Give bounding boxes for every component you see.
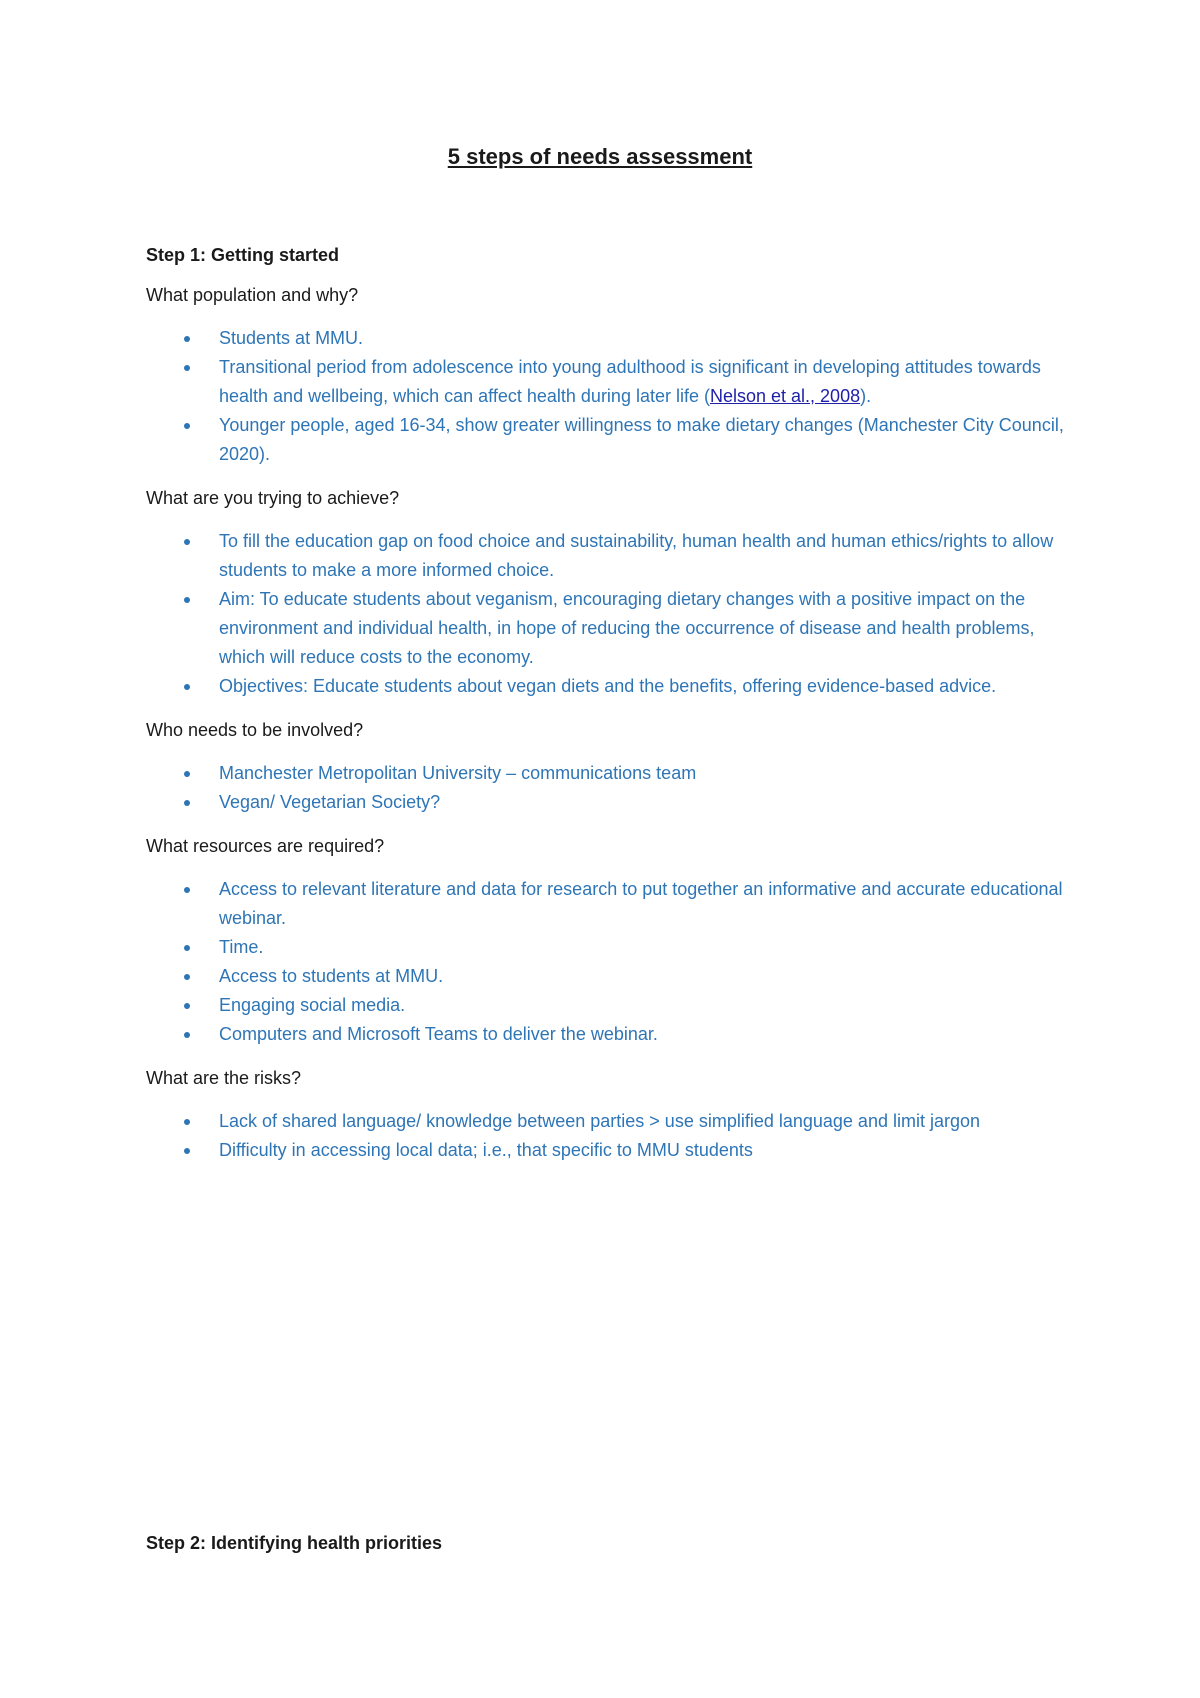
bullet-dot-icon [184,974,190,980]
bullet-list-involved [146,759,1066,817]
bullet-list-resources [146,875,1066,1049]
bullet-dot-icon [184,423,190,429]
citation-link-nelson[interactable]: Nelson et al., 2008 [709,386,861,406]
question-population: What population and why? [146,285,359,305]
list-item [146,672,1066,701]
list-item-text: Objectives: Educate students about vegan diets and the benefits, offering evidence-based advice. [219,676,997,696]
list-item-text: Aim: To educate students about veganism, encouraging dietary changes with a positive impact on the environment and individual health, in hope of reducing the occurrence of disease and health problems, which will reduce costs to the economy. [219,589,1035,667]
bullet-dot-icon [184,336,190,342]
question-resources: What resources are required? [146,836,385,856]
bullet-dot-icon [184,1119,190,1125]
bullet-list-risks [146,1107,1066,1165]
list-item-text: Transitional period from adolescence into young adulthood is significant in developing attitudes towards health and wellbeing, which can affect health during later life ( [219,357,1041,406]
list-item [146,991,1066,1020]
bullet-dot-icon [184,887,190,893]
list-item-text: Vegan/ Vegetarian Society? [219,792,441,812]
list-item [146,1136,1066,1165]
bullet-dot-icon [184,684,190,690]
bullet-list-achieve [146,527,1066,701]
list-item-text: ). [860,386,872,406]
list-item [146,585,1066,672]
list-item-text: Difficulty in accessing local data; i.e., that specific to MMU students [219,1140,753,1160]
list-item-text: Access to students at MMU. [219,966,444,986]
bullet-dot-icon [184,1148,190,1154]
list-item [146,1020,1066,1049]
question-involved: Who needs to be involved? [146,720,364,740]
list-item [146,527,1066,585]
question-risks: What are the risks? [146,1068,302,1088]
list-item [146,962,1066,991]
list-item-text: Access to relevant literature and data for research to put together an informative and accurate educational webinar. [219,879,1063,928]
bullet-dot-icon [184,1003,190,1009]
list-item [146,1107,1066,1136]
bullet-dot-icon [184,771,190,777]
list-item [146,875,1066,933]
question-achieve: What are you trying to achieve? [146,488,400,508]
list-item [146,759,1066,788]
list-item [146,324,1066,353]
bullet-dot-icon [184,945,190,951]
list-item [146,411,1066,469]
list-item-text: To fill the education gap on food choice and sustainability, human health and human ethics/rights to allow students to make a more informed choice. [219,531,1054,580]
list-item [146,353,1066,411]
list-item-text: Engaging social media. [219,995,406,1015]
step1-content [146,244,1066,1183]
bullet-dot-icon [184,597,190,603]
bullet-dot-icon [184,539,190,545]
bullet-dot-icon [184,1032,190,1038]
list-item-text: Younger people, aged 16-34, show greater willingness to make dietary changes (Manchester City Council, 2020). [219,415,1064,464]
step2-heading: Step 2: Identifying health priorities [146,1533,443,1553]
step1-heading: Step 1: Getting started [146,245,340,265]
list-item-text: Time. [219,937,264,957]
bullet-list-population [146,324,1066,469]
bullet-dot-icon [184,365,190,371]
list-item [146,788,1066,817]
list-item-text: Students at MMU. [219,328,364,348]
document-title: 5 steps of needs assessment [447,144,753,169]
list-item [146,933,1066,962]
bullet-dot-icon [184,800,190,806]
list-item-text: Lack of shared language/ knowledge between parties > use simplified language and limit jargon [219,1111,980,1131]
list-item-text: Computers and Microsoft Teams to deliver the webinar. [219,1024,658,1044]
list-item-text: Manchester Metropolitan University – communications team [219,763,697,783]
